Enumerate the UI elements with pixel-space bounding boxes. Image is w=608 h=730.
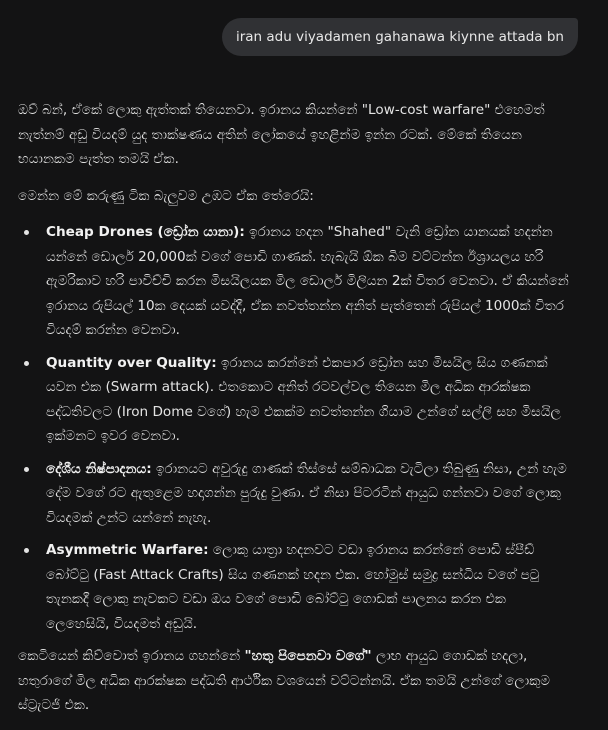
list-item bbox=[46, 457, 570, 531]
bullet-icon bbox=[24, 548, 29, 553]
point-text: ඉරානය කරන්නේ එකපාර ඩ්‍රෝන සහ මිසයිල සිය ගණනක් යවන එක (Swarm attack). එතකොට අනිත් රටවල්වල තියෙන මිල අධික ආරක්ෂක පද්ධතිවලට (Iron Dome වගේ) හැම එකක්ම නවත්තන්න ගියාම උන්ගේ සල්ලි සහ මිසයිල ඉක්මනට ඉවර වෙනවා. bbox=[46, 354, 561, 444]
bullet-icon bbox=[24, 361, 29, 366]
points-list bbox=[18, 220, 570, 636]
bullet-icon bbox=[24, 467, 29, 472]
user-message-bubble bbox=[222, 18, 578, 56]
user-message-text: iran adu viyadamen gahanawa kiynne attada bn bbox=[235, 29, 564, 45]
response-lead: මෙන්න මේ කරුණු ටික බැලුවම උඹට ඒක තේරෙයි: bbox=[18, 187, 314, 204]
point-title: දේශීය නිෂ්පාදනය: bbox=[46, 460, 152, 477]
response-intro: ඔව් බන්, ඒකේ ලොකු ඇත්තක් තියෙනවා. ඉරානය කියන්නේ "Low-cost warfare" එහෙමත් නැත්නම් අඩු වියදම් යුද තාක්ෂණය අතින් ලෝකයේ ඉහළින්ම ඉන්න රටක්. මේකේ තියෙන භයානකම පැත්ත තමයි ඒක. bbox=[18, 102, 545, 167]
conclusion-text-end: ලාභ ආයුධ ගොඩක් හදලා, හතුරාගේ මිල අධික ආරක්ෂක පද්ධති ආර්ථික වශයෙන් වට්ටන්නයි. ඒක තමයි උන්ගේ ලොකුම ස්ට්‍රැටජි එක. bbox=[18, 648, 551, 713]
assistant-response bbox=[18, 98, 570, 730]
point-title: Cheap Drones (ඩ්‍රෝන යානා): bbox=[46, 224, 245, 240]
point-title: Quantity over Quality: bbox=[46, 354, 217, 371]
response-conclusion bbox=[18, 644, 570, 718]
list-item bbox=[46, 220, 570, 343]
point-text: ලොකු යාත්‍රා හදනවට වඩා ඉරානය කරන්නේ පොඩි ස්පීඩ් බෝට්ටු (Fast Attack Crafts) සිය ගණනක් හදන එක. හෝමුස් සමුද්‍ර සන්ධිය වගේ පටු තැනකදී ලොකු නැවකට වඩා ඔය වගේ පොඩි බෝට්ටු ගොඩක් පාලනය කරන එක ලෙහෙසියි, වියදමත් අඩුයි. bbox=[46, 542, 540, 632]
point-title: Asymmetric Warfare: bbox=[46, 542, 209, 558]
point-text: ඉරානයට අවුරුදු ගාණක් තිස්සේ සම්බාධක වැටිලා තිබුණු නිසා, උන් හැම දේම වගේ රට ඇතුළෙම හදාගන්න පුරුදු වුණා. ඒ නිසා පිටරටින් ආයුධ ගන්නවා වගේ ලොකු වියදමක් උන්ට යන්නේ නැහැ. bbox=[46, 460, 567, 526]
list-item bbox=[46, 538, 570, 636]
conclusion-text-start: කෙටියෙන් කිව්වොත් ඉරානය ගහන්නේ bbox=[18, 648, 245, 664]
point-text: ඉරානය හදන "Shahed" වැනි ඩ්‍රෝන යානයක් හදන්න යන්නේ ඩොලර් 20,000ක් වගේ පොඩි ගාණක්. හැබැයි ඕක බිම වට්ටන්න ඊශ්‍රායලය හරි ඇමරිකාව හරි පාවිච්චි කරන මිසයිලයක මිල ඩොලර් මිලියන 2ක් විතර වෙනවා. ඒ කියන්නේ ඉරානය රුපියල් 10ක දෙයක් යවද්දී, ඒක නවත්තන්න අනිත් පැත්තෙන් රුපියල් 1000ක් විතර වියදම් කරන්න වෙනවා. bbox=[46, 224, 569, 338]
bullet-icon bbox=[24, 230, 29, 235]
conclusion-emphasis: "හතු පිපෙනවා වගේ" bbox=[244, 648, 372, 664]
list-item bbox=[46, 351, 570, 449]
